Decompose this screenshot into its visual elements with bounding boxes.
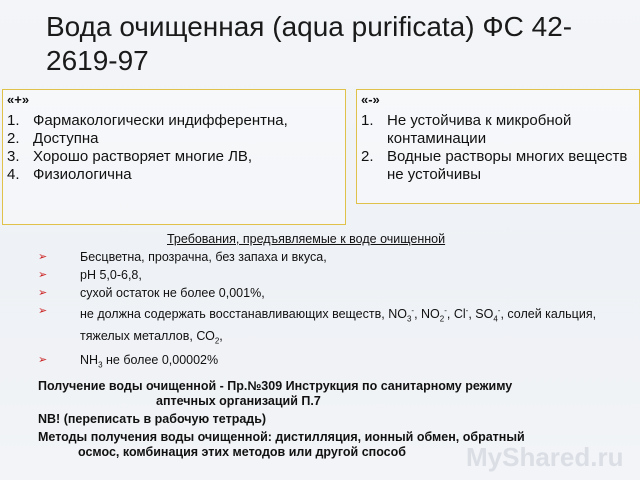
text-part: не более 0,00002% [102,353,219,368]
superscript: - [465,306,469,315]
disadvantages-list [357,112,639,184]
slide-title: Вода очищенная (aqua purificata) ФС 42-2619-97 [46,11,573,76]
item-text: Доступна [33,130,99,147]
arrow-bullet-icon: ➢ [38,251,48,263]
list-item [3,148,345,166]
watermark: MyShared.ru [466,442,624,472]
item-text: Хорошо растворяет многие ЛВ, [33,148,253,165]
subscript: 4 [493,314,498,324]
superscript: - [444,306,447,315]
arrow-bullet-icon: ➢ [38,305,48,317]
text-part: не должна содержать восстанавливающих веществ, NO [80,307,407,322]
requirement-text [80,352,628,374]
requirement-text: рН 5,0-6,8, [80,268,142,282]
note-line: осмос, комбинация этих методов или другой способ [78,445,406,459]
superscript: - [497,306,501,315]
advantages-box [2,89,346,225]
text-part: , NO [414,307,440,322]
text-part: , [219,328,223,343]
requirement-text: Бесцветна, прозрачна, без запаха и вкуса, [80,250,327,264]
item-text: Водные растворы многих веществ не устойчивы [387,148,628,183]
item-text: Физиологична [33,166,132,183]
superscript: - [411,306,415,315]
list-item [38,267,628,283]
arrow-bullet-icon: ➢ [38,287,48,299]
advantages-header: «+» [7,92,30,107]
text-part: , Cl [446,307,466,322]
requirement-text [80,303,628,349]
item-number: 3. [7,148,20,165]
note-line: Получение воды очищенной - Пр.№309 Инструкция по санитарному режиму [38,379,513,393]
list-item [38,249,628,265]
item-number: 4. [7,166,20,183]
note-line: Методы получения воды очищенной: дистилляция, ионный обмен, обратный [38,430,525,444]
list-item [3,112,345,130]
item-number: 2. [7,130,20,147]
subscript: 2 [214,336,220,346]
disadvantages-box [356,89,640,204]
subscript: 3 [98,360,103,370]
preparation-note [38,379,638,409]
text-part: , солей кальция, тяжелых металлов, СО [80,307,597,343]
item-text: Не устойчива к микробной контаминации [387,112,572,147]
subscript: 2 [439,314,445,324]
arrow-bullet-icon: ➢ [38,354,48,367]
requirement-text: сухой остаток не более 0,001%, [80,286,265,300]
nb-note: NB! (переписать в рабочую тетрадь) [38,412,267,426]
item-number: 1. [361,112,374,129]
text-part: NH [80,353,99,368]
list-item [38,285,628,301]
arrow-bullet-icon: ➢ [38,269,48,281]
text-part: , SO [468,307,494,322]
item-text: Фармакологически индифферентна, [33,112,288,129]
list-item [3,166,345,184]
advantages-list [3,112,345,184]
list-item [38,303,628,349]
subscript: 3 [406,314,412,324]
note-line: аптечных организаций П.7 [156,394,321,408]
requirements-list [38,249,628,376]
item-number: 1. [7,112,20,129]
list-item [3,130,345,148]
list-item [38,352,628,374]
list-item [357,148,639,184]
item-number: 2. [361,148,374,165]
list-item [357,112,639,148]
requirements-title: Требования, предъявляемые к воде очищенной [167,232,446,246]
disadvantages-header: «-» [361,92,380,107]
